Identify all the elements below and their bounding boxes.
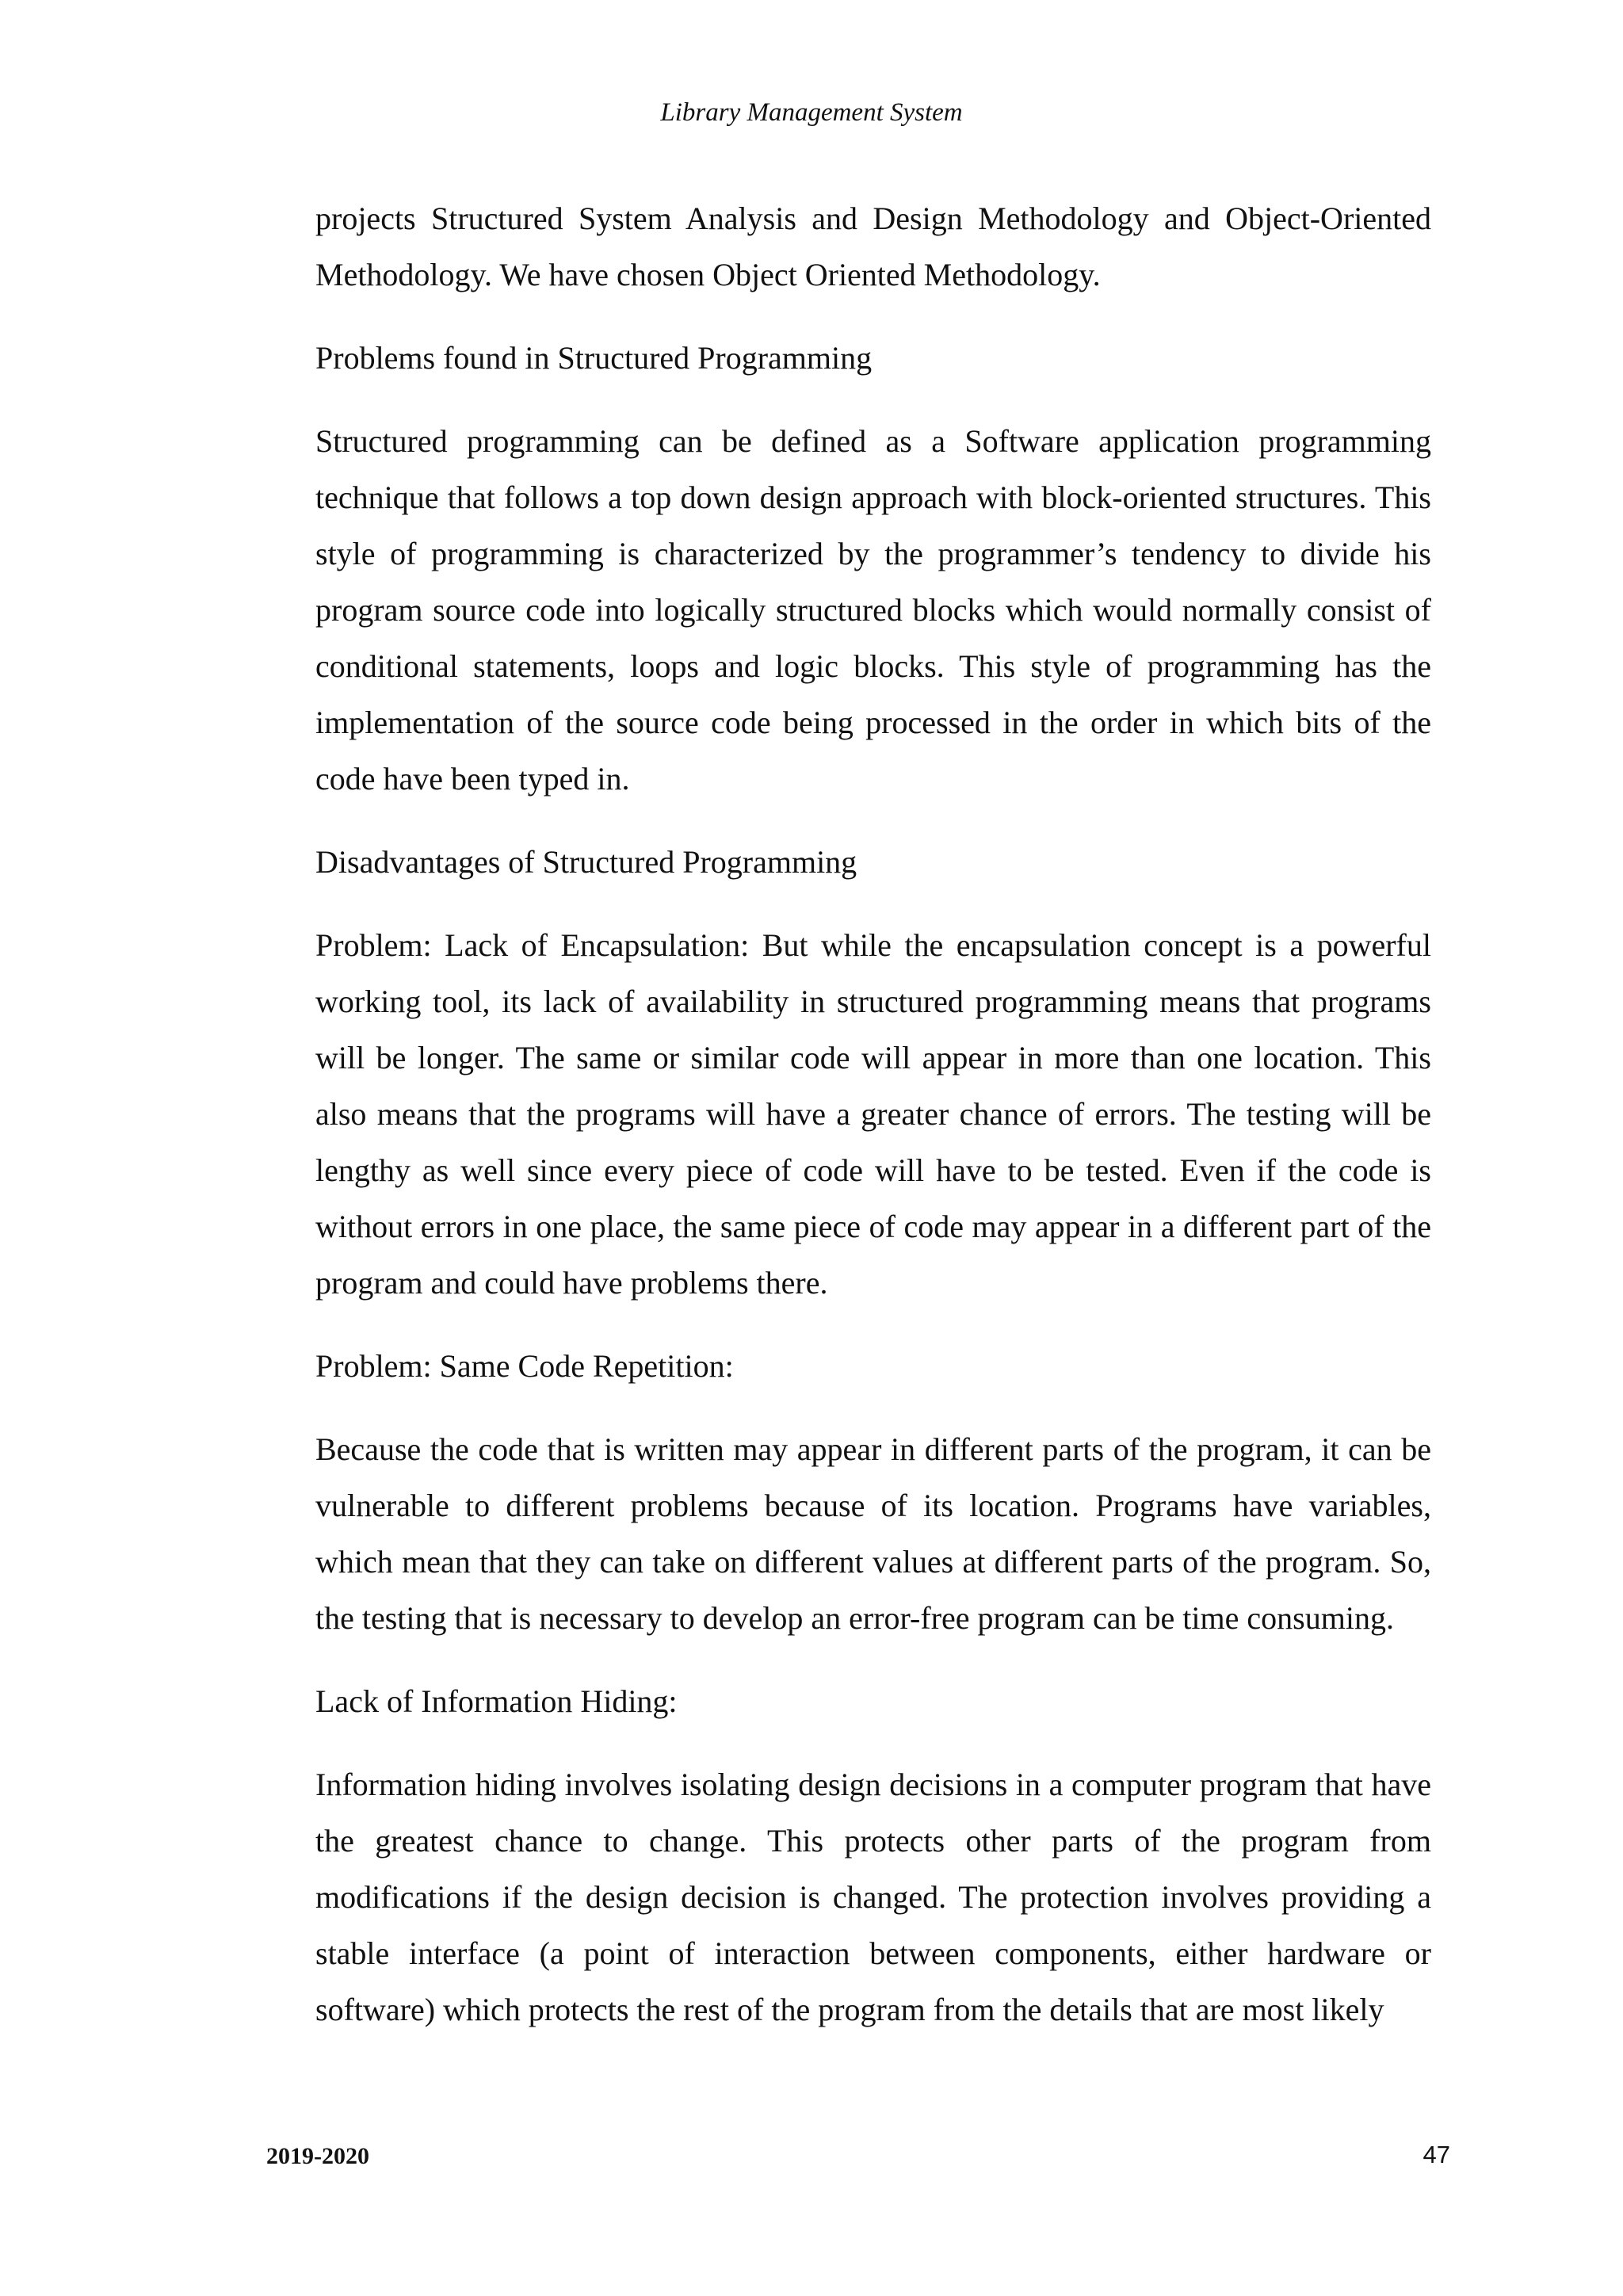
- section-heading-information-hiding: Lack of Information Hiding:: [315, 1683, 678, 1719]
- paragraph-structured-programming: Structured programming can be defined as a Software application programming technique that follows a top down design approach with block-oriented structures. This style of programming is characterized by the programmer’s tendency to divide his program source code into logically structured blocks which would normally consist of conditional statements, loops and logic blocks. This style of programming has the implementation of the source code being processed in the order in which bits of the code have been typed in.: [315, 423, 1431, 797]
- footer-year: 2019-2020: [266, 2143, 369, 2169]
- page-number: 47: [1423, 2141, 1450, 2168]
- paragraph-lack-of-encapsulation: Problem: Lack of Encapsulation: But while the encapsulation concept is a powerful working tool, its lack of availability in structured programming means that programs will be longer. The same or similar code will appear in more than one location. This also means that the programs will have a greater chance of errors. The testing will be lengthy as well since every piece of code will have to be tested. Even if the code is without errors in one place, the same piece of code may appear in a different part of the program and could have problems there.: [315, 927, 1431, 1301]
- paragraph-information-hiding: Information hiding involves isolating design decisions in a computer program that have the greatest chance to change. This protects other parts of the program from modifications if the design decision is changed. The protection involves providing a stable interface (a point of interaction between components, either hardware or software) which protects the rest of the program from the details that are most likely: [315, 1767, 1431, 2027]
- paragraph-code-repetition: Because the code that is written may appear in different parts of the program, it can be vulnerable to different problems because of its location. Programs have variables, which mean that they can take on different values at different parts of the program. So, the testing that is necessary to develop an error-free program can be time consuming.: [315, 1431, 1431, 1636]
- running-header: Library Management System: [660, 98, 963, 127]
- section-heading-disadvantages: Disadvantages of Structured Programming: [315, 844, 857, 880]
- body-text: [315, 190, 1431, 2065]
- section-heading-code-repetition: Problem: Same Code Repetition:: [315, 1348, 734, 1384]
- section-heading-problems: Problems found in Structured Programming: [315, 340, 873, 376]
- paragraph-intro: projects Structured System Analysis and Design Methodology and Object-Oriented Methodology. We have chosen Object Oriented Methodology.: [315, 201, 1431, 292]
